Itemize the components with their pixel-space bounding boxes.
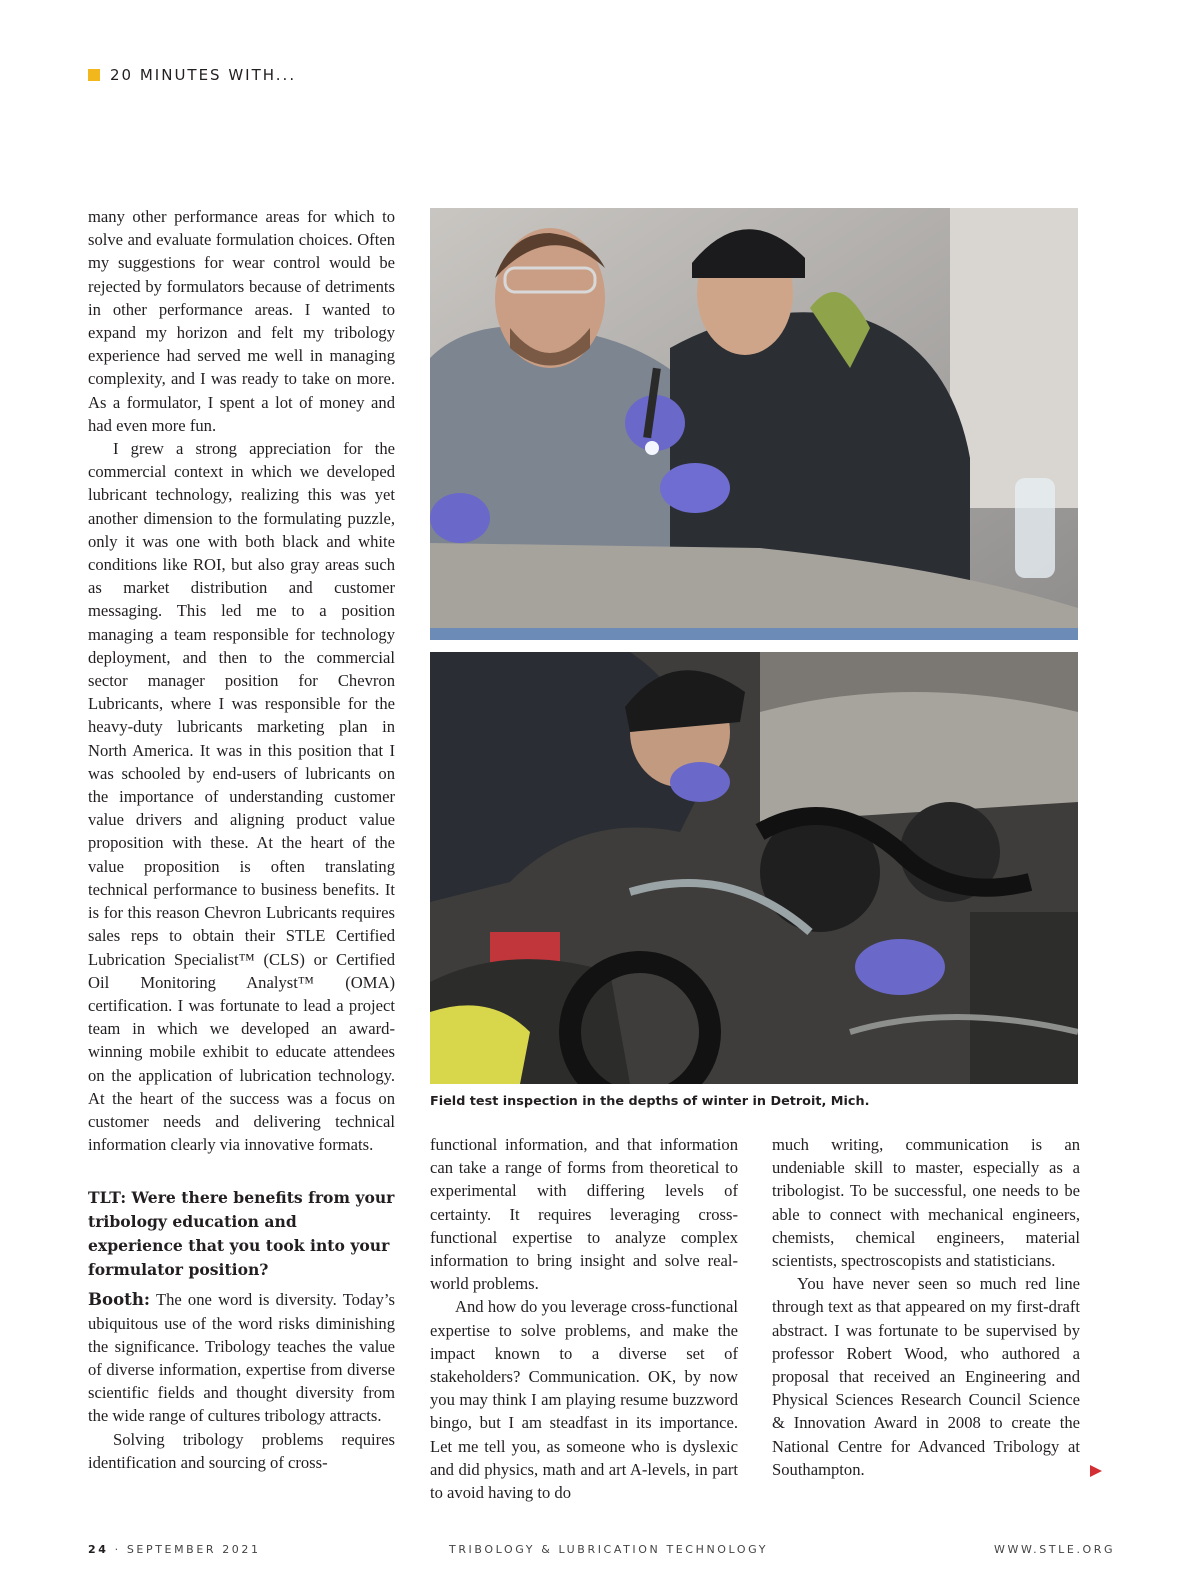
question-text: Were there benefits from your tribology education and experience that you took into your formulator position? xyxy=(88,1188,395,1280)
paragraph: And how do you leverage cross-functional expertise to solve problems, and make the impact known to a diverse set of stakeholders? Communication. OK, by now you may think I am playing resume buzzword bingo, but I am steadfast in its importance. Let me tell you, as someone who is dyslexic and did physics, math and art A-levels, in part to avoid having to do xyxy=(430,1297,738,1503)
answer-label: Booth: xyxy=(88,1289,151,1310)
paragraph: I grew a strong appreciation for the commercial context in which we developed lubricant technology, realizing this was yet another dimension to the formulating puzzle, only it was one with both black and white conditions like ROI, but also gray areas such as market distribution and customer messaging. This led me to a position managing a team responsible for technology deployment, and then to the commercial sector manager position for Chevron Lubricants, where I was responsible for the heavy-duty lubricants marketing plan in North America. It was in this position that I was schooled by end-users of lubricants on the importance of understanding customer value drivers and aligning product value proposition with these. At the heart of the value proposition is often translating technical performance to business benefits. It is for this reason Chevron Lubricants requires sales reps to obtain their STLE Certified Lubrication Specialist™ (CLS) or Certified Oil Monitoring Analyst™ (OMA) certification. I was fortunate to lead a project team in which we developed an award-winning mobile exhibit to educate attendees on the application of lubrication technology. At the heart of the success was a focus on customer needs and delivering technical information clearly via innovative formats. xyxy=(88,439,395,1155)
article-column-1 xyxy=(88,205,395,1474)
page-number: 24 xyxy=(88,1543,109,1556)
section-label: 20 MINUTES WITH... xyxy=(110,66,297,84)
paragraph: Solving tribology problems requires identification and sourcing of cross- xyxy=(88,1429,395,1472)
footer-page-info xyxy=(88,1543,261,1556)
question-label: TLT: xyxy=(88,1188,127,1208)
photo-technicians-inspecting xyxy=(430,208,1078,640)
footer-publication: TRIBOLOGY & LUBRICATION TECHNOLOGY xyxy=(449,1543,769,1556)
section-header xyxy=(88,64,296,86)
interview-answer xyxy=(88,1288,395,1427)
article-column-3 xyxy=(772,1133,1080,1481)
paragraph: You have never seen so much red line through text as that appeared on my first-draft abstract. I was fortunate to be supervised by professor Robert Wood, who authored a proposal that received an Engineering and Physical Sciences Research Council Science & Innovation Award in 2008 to create the National Centre for Advanced Tribology at Southampton. xyxy=(772,1274,1080,1479)
section-marker-square xyxy=(88,69,100,81)
answer-text: The one word is diversity. Today’s ubiquitous use of the word risks diminishing the significance. Tribology teaches the value of diverse information, expertise from diverse scientific fields and thought diversity from the wide range of cultures tribology attracts. xyxy=(88,1290,395,1426)
photo-caption: Field test inspection in the depths of winter in Detroit, Mich. xyxy=(430,1094,870,1109)
article-column-2 xyxy=(430,1133,738,1504)
paragraph: functional information, and that information can take a range of forms from theoretical to experimental with differing levels of certainty. It requires leveraging cross-functional expertise to analyze complex information to bring insight and solve real-world problems. xyxy=(430,1135,738,1294)
paragraph: many other performance areas for which to solve and evaluate formulation choices. Often my suggestions for wear control would be rejected by formulators because of detriments in other performance areas. I wanted to expand my horizon and felt my tribology experience had served me well in managing complexity, and I was ready to take on more. As a formulator, I spent a lot of money and had even more fun. xyxy=(88,207,395,435)
continue-arrow-icon xyxy=(1090,1465,1102,1477)
interview-question xyxy=(88,1186,395,1282)
footer-website: WWW.STLE.ORG xyxy=(994,1543,1116,1556)
paragraph: much writing, communication is an undeniable skill to master, especially as a tribologist. To be successful, one needs to be able to connect with mechanical engineers, chemists, chemical engineers, material scientists, spectroscopists and statisticians. xyxy=(772,1135,1080,1271)
footer-separator: · xyxy=(114,1543,121,1556)
photo-engine-bay-inspection xyxy=(430,652,1078,1084)
issue-date: SEPTEMBER 2021 xyxy=(126,1543,261,1556)
